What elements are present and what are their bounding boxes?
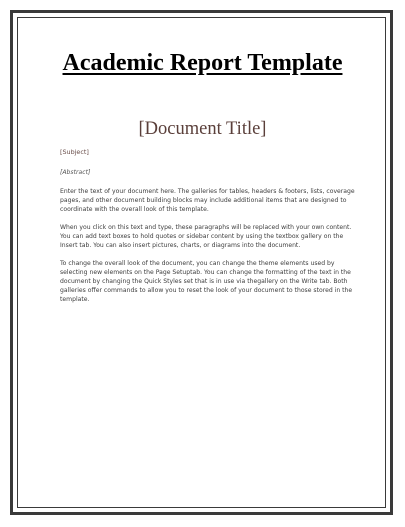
- body-paragraph[interactable]: To change the overall look of the document, you can change the theme elements used by selecting new elements on the Page Setuptab. You can change the formatting of the text in the document by changing the Quick Styles set that is in use via thegallery on the Write tab. Both galleries offer commands to allow you to reset the look of your document to those stored in the template.: [60, 260, 353, 303]
- subject-field[interactable]: [Subject]: [60, 148, 89, 156]
- document-body: [60, 148, 360, 313]
- document-title[interactable]: [Document Title]: [138, 119, 267, 139]
- body-paragraph[interactable]: When you click on this text and type, these paragraphs will be replaced with your own content. You can add text boxes to hold quotes or sidebar content by using the textbox gallery on the Insert tab. You can also insert pictures, charts, or diagrams into the document.: [60, 224, 352, 249]
- body-paragraph[interactable]: Enter the text of your document here. The galleries for tables, headers & footers, lists, coverage pages, and other document building blocks may include additional items that are designed to coordinate with the overall look of this template.: [60, 188, 355, 213]
- abstract-field[interactable]: [Abstract]: [60, 169, 91, 176]
- page-heading: Academic Report Template: [62, 50, 343, 76]
